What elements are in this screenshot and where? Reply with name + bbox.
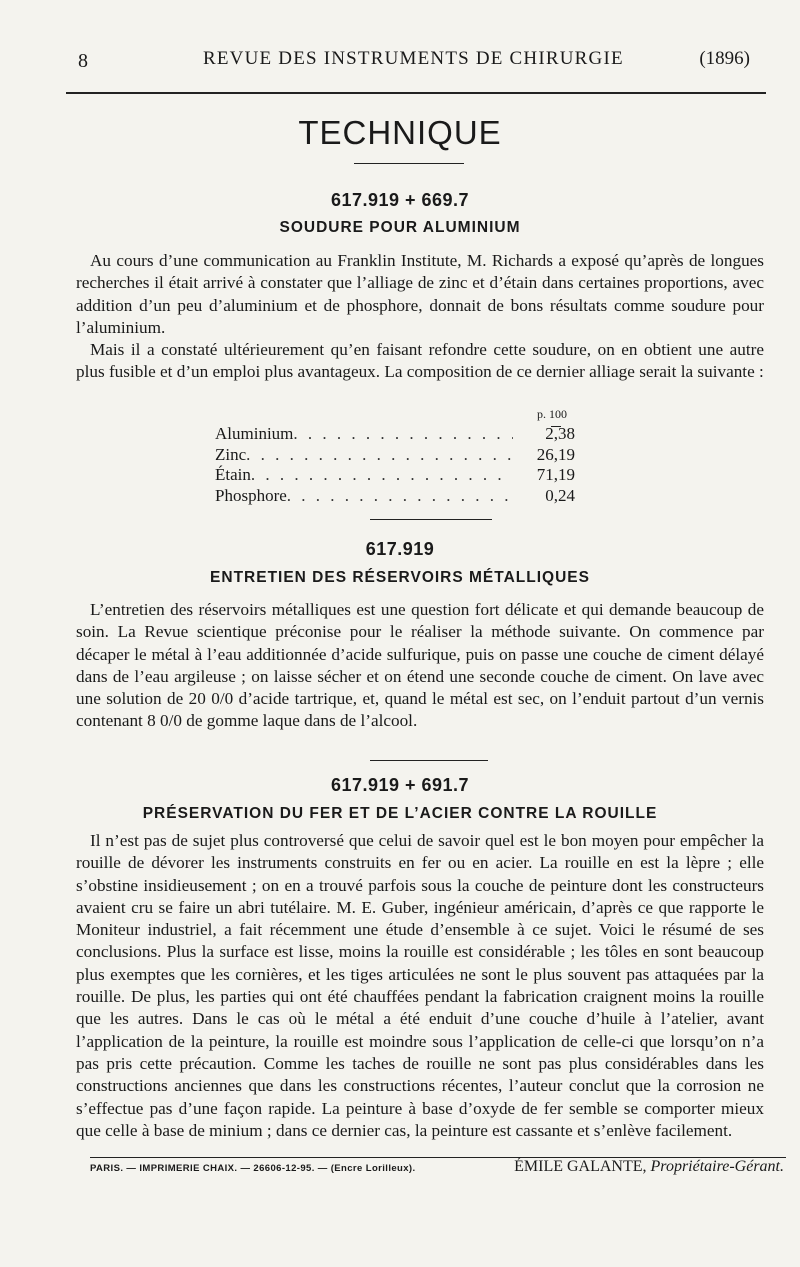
page-number: 8	[78, 50, 88, 72]
composition-row	[215, 486, 575, 507]
article-code: 617.919	[365, 539, 435, 559]
journal-year: (1896)	[699, 48, 750, 69]
component-name: Étain	[215, 465, 251, 484]
article-code: 617.919 + 691.7	[330, 775, 470, 795]
section-title: TECHNIQUE	[298, 114, 502, 151]
composition-row	[215, 445, 575, 466]
component-name: Aluminium	[215, 424, 294, 443]
header-rule	[66, 92, 766, 94]
article-body	[76, 599, 764, 733]
article-code: 617.919 + 669.7	[330, 190, 470, 210]
composition-table	[215, 404, 575, 506]
article-title: SOUDURE POUR ALUMINIUM	[279, 219, 521, 236]
component-value: 2,38	[545, 424, 575, 443]
article-body	[76, 830, 764, 1142]
publisher-role: Propriétaire-Gérant.	[650, 1158, 784, 1175]
component-value: 26,19	[536, 444, 575, 464]
unit-underline	[551, 426, 561, 427]
component-name: Zinc	[215, 444, 247, 464]
publisher-name: ÉMILE GALANTE,	[514, 1158, 647, 1175]
leader-dots	[251, 465, 513, 486]
component-value: 71,19	[536, 465, 575, 484]
paragraph: L’entretien des réservoirs métalliques est une question fort délicate et qui demande beaucoup de soin. La Revue scientique préconise pour le réaliser la méthode suivante. On commence par décaper le métal à l’eau additionnée d’acide sulfurique, puis on passe une couche de ciment délayé dans de l’eau argileuse ; on laisse sécher et on étend une seconde couche de ciment. On lave avec une solution de 20 0/0 d’acide tartrique, et, quand le métal est sec, on l’enduit partout d’un vernis contenant 8 0/0 de gomme laque dans de l’alcool.	[76, 600, 764, 731]
composition-row	[215, 424, 575, 445]
article-divider	[370, 519, 492, 520]
leader-dots	[293, 424, 513, 445]
component-value: 0,24	[545, 485, 575, 505]
section-divider	[354, 163, 464, 164]
paragraph: Mais il a constaté ultérieurement qu’en faisant refondre cette soudure, on en obtient une autre plus fusible et d’un emploi plus avantageux. La composition de ce dernier alliage serait la suivante :	[76, 340, 764, 382]
paragraph: Il n’est pas de sujet plus controversé que celui de savoir quel est le bon moyen pour empêcher la rouille de dévorer les instruments construits en fer ou en acier. La rouille en est la lèpre ; elle s’obstine insidieusement ; on en a trouvé parfois sous la couche de peinture dont les constructeurs avaient cru se faire un abri tutélaire. M. E. Guber, ingénieur américain, d’après ce que rapporte le Moniteur industriel, a fait récemment une étude d’ensemble à ce sujet. Voici le résumé de ses conclusions. Plus la surface est lisse, moins la rouille est considérable ; les tôles en sont beaucoup plus exemptes que les cornières, et les tiges articulées ne sont le plus souvent pas attaquées par la rouille. De plus, les parties qui ont été chauffées pendant la fabrication craignent moins la rouille que les autres. Dans le cas où le métal a été enduit d’une couche d’huile à l’atelier, avant l’application de la peinture, la rouille est moindre sous l’application de celle-ci que lorsqu’on n’a pas pris cette précaution. Comme les taches de rouille ne sont pas plus considérables dans les constructions anciennes que dans les constructions récentes, l’auteur conclut que la corrosion ne s’effectue pas d’une façon rapide. La peinture à base d’oxyde de fer semble se comporter mieux que celle à base de minium ; dans ce dernier cas, la peinture est cassante et s’enlève facilement.	[76, 831, 764, 1140]
leader-dots	[287, 486, 513, 507]
journal-title: REVUE DES INSTRUMENTS DE CHIRURGIE	[203, 48, 624, 69]
composition-row	[215, 465, 575, 486]
publisher-line	[514, 1158, 784, 1176]
composition-unit: p. 100	[537, 407, 567, 421]
article-title: ENTRETIEN DES RÉSERVOIRS MÉTALLIQUES	[210, 569, 590, 586]
article-title: PRÉSERVATION DU FER ET DE L’ACIER CONTRE LA ROUILLE	[142, 805, 658, 822]
article-body	[76, 250, 764, 384]
leader-dots	[246, 445, 513, 466]
printer-line: PARIS. — IMPRIMERIE CHAIX. — 26606-12-95. — (Encre Lorilleux).	[90, 1163, 416, 1174]
component-name: Phosphore	[215, 485, 287, 505]
paragraph: Au cours d’une communication au Franklin Institute, M. Richards a exposé qu’après de longues recherches il était arrivé à constater que l’alliage de zinc et d’étain dans certaines proportions, avec addition d’un peu d’aluminium et de phosphore, donnait de bons résultats comme soudure pour l’aluminium.	[76, 251, 764, 337]
running-head	[78, 44, 760, 84]
article-divider	[370, 760, 488, 761]
